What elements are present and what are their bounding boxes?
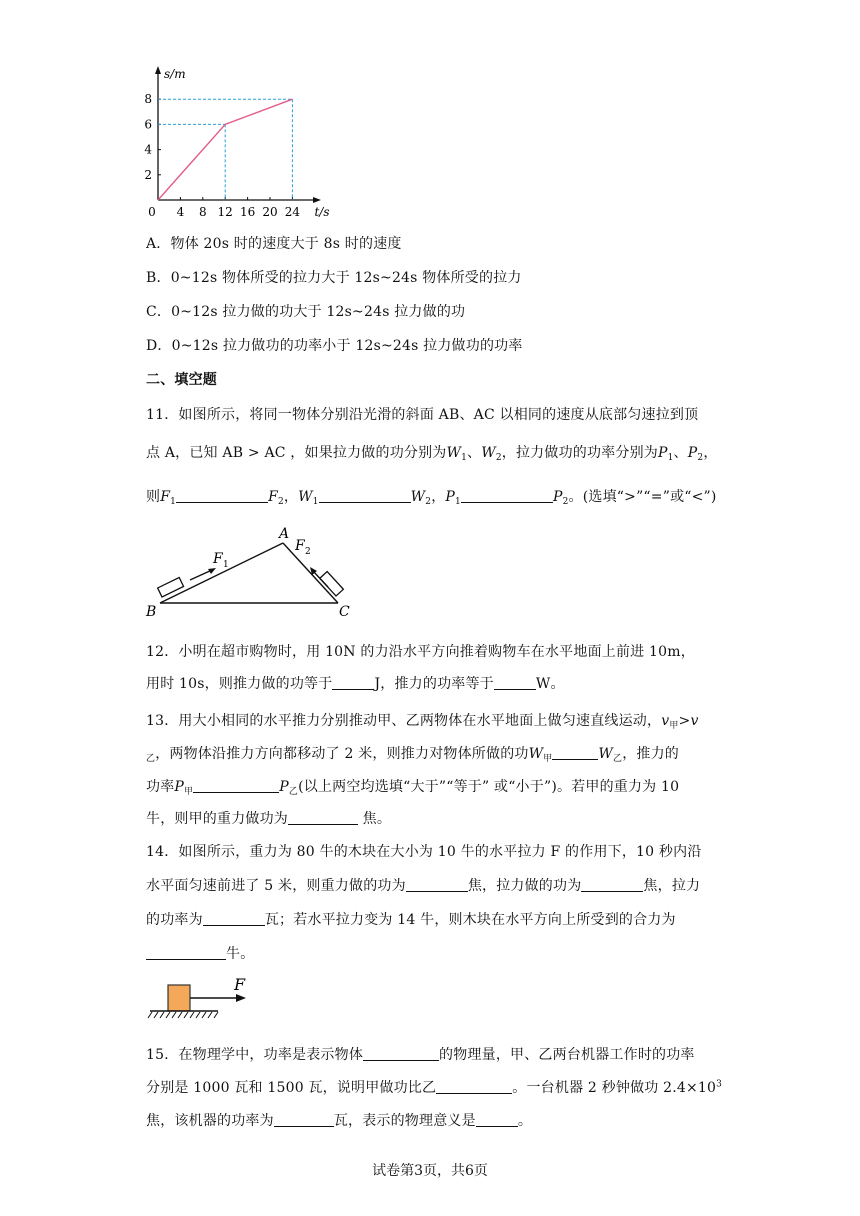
incline-figure: [140, 525, 370, 620]
q14-line1: 14．如图所示，重力为 80 牛的木块在大小为 10 牛的水平拉力 F 的作用下，10 秒内沿: [146, 844, 702, 860]
s-t-chart: [140, 60, 350, 225]
q11-line2: 点 A，已知 AB > AC ，如果拉力做的功分别为$W_1$、$W_2$，拉力做功的功率分别为$P_1$、$P_2$，: [146, 445, 718, 463]
answer-blank[interactable]: [363, 1046, 439, 1061]
answer-blank[interactable]: [461, 488, 553, 503]
label-f: F: [234, 975, 246, 994]
answer-blank[interactable]: [552, 745, 598, 760]
answer-blank[interactable]: [176, 488, 268, 503]
q14-line3: 的功率为 瓦；若水平拉力变为 14 牛，则木块在水平方向上所受到的合力为: [146, 912, 676, 928]
wooden-block: [168, 985, 190, 1011]
q13-line1: 13．用大小相同的水平推力分别推动甲、乙两物体在水平地面上做匀速直线运动，$v_甲>v$: [146, 713, 699, 731]
answer-blank[interactable]: [436, 1079, 512, 1094]
q11-line1: 11．如图所示，将同一物体分别沿光滑的斜面 AB、AC 以相同的速度从底部匀速拉到顶: [146, 407, 699, 423]
option-a: A．物体 20s 时的速度大于 8s 时的速度: [146, 236, 402, 252]
q15-line1: 15．在物理学中，功率是表示物体 的物理量，甲、乙两台机器工作时的功率: [146, 1047, 695, 1063]
q13-line3: 功率$P_甲$ $P_乙$(以上两空均选填“大于”“等于” 或“小于”)。若甲的重力为 10: [146, 779, 680, 797]
x-tick-label: 16: [239, 205, 256, 219]
page-footer: 试卷第3页，共6页: [372, 1163, 488, 1179]
label-c: C: [339, 604, 350, 620]
block-right: [320, 572, 344, 596]
answer-blank[interactable]: [476, 1112, 518, 1127]
q11-line3: 则$F_1$ $F_2$，$W_1$ $W_2$，$P_1$ $P_2$。(选填“>”“=”或“<”): [146, 489, 717, 507]
answer-blank[interactable]: [494, 675, 536, 690]
x-tick-label: 8: [198, 205, 207, 219]
block-force-figure: [146, 974, 256, 1026]
option-b: B．0~12s 物体所受的拉力大于 12s~24s 物体所受的拉力: [146, 270, 522, 286]
y-axis-label: s/m: [164, 67, 186, 81]
answer-blank[interactable]: [193, 778, 279, 793]
y-tick-label: 2: [144, 167, 152, 182]
label-b: B: [146, 604, 157, 620]
label-f1-sub: 1: [223, 560, 229, 570]
x-axis-label: t/s: [314, 205, 330, 219]
q15-line3: 焦，该机器的功率为 瓦，表示的物理意义是 。: [146, 1113, 533, 1129]
answer-blank[interactable]: [406, 877, 468, 892]
section-title: 二、填空题: [146, 372, 217, 388]
y-tick-label: 4: [144, 142, 152, 157]
y-tick-label: 8: [144, 92, 152, 107]
arrow-f-icon: [236, 994, 246, 1002]
x-axis-arrow-icon: [313, 197, 321, 203]
answer-blank[interactable]: [274, 1112, 334, 1127]
label-f1: F: [213, 551, 223, 567]
q14-line4: 牛。: [146, 943, 254, 963]
option-d: D．0~12s 拉力做功的功率小于 12s~24s 拉力做功的功率: [146, 338, 523, 354]
q13-line2: $_乙$，两物体沿推力方向都移动了 2 米，则推力对物体所做的功$W_甲$ $W_乙$，推力的: [146, 746, 680, 764]
answer-blank[interactable]: [288, 810, 358, 825]
x-tick-label: 20: [262, 205, 278, 219]
q13-line4: 牛，则甲的重力做功为 焦。: [146, 811, 392, 827]
q12-line2: 用时 10s，则推力做的功等于 J，推力的功率等于 W。: [146, 676, 565, 692]
label-a: A: [279, 526, 290, 542]
answer-blank[interactable]: [319, 488, 411, 503]
answer-blank[interactable]: [146, 945, 226, 960]
y-axis-arrow-icon: [155, 66, 161, 74]
q12-line1: 12．小明在超市购物时，用 10N 的力沿水平方向推着购物车在水平地面上前进 10m，: [146, 644, 695, 660]
y-tick-label: 6: [144, 117, 152, 132]
x-tick-label: 24: [284, 205, 301, 219]
q14-line2: 水平面匀速前进了 5 米，则重力做的功为 焦，拉力做的功为 焦，拉力: [146, 878, 701, 894]
label-f2: F: [295, 538, 305, 554]
option-c: C．0~12s 拉力做的功大于 12s~24s 拉力做的功: [146, 304, 466, 320]
x-tick-label: 4: [176, 205, 185, 219]
x-tick-label: 12: [217, 205, 233, 219]
origin-label: 0: [148, 205, 156, 219]
answer-blank[interactable]: [332, 675, 374, 690]
answer-blank[interactable]: [203, 911, 265, 926]
answer-blank[interactable]: [581, 877, 643, 892]
label-f2-sub: 2: [305, 547, 311, 557]
q15-line2: 分别是 1000 瓦和 1500 瓦，说明甲做功比乙 。一台机器 2 秒钟做功 $2.4\times 10^3$: [146, 1079, 723, 1096]
